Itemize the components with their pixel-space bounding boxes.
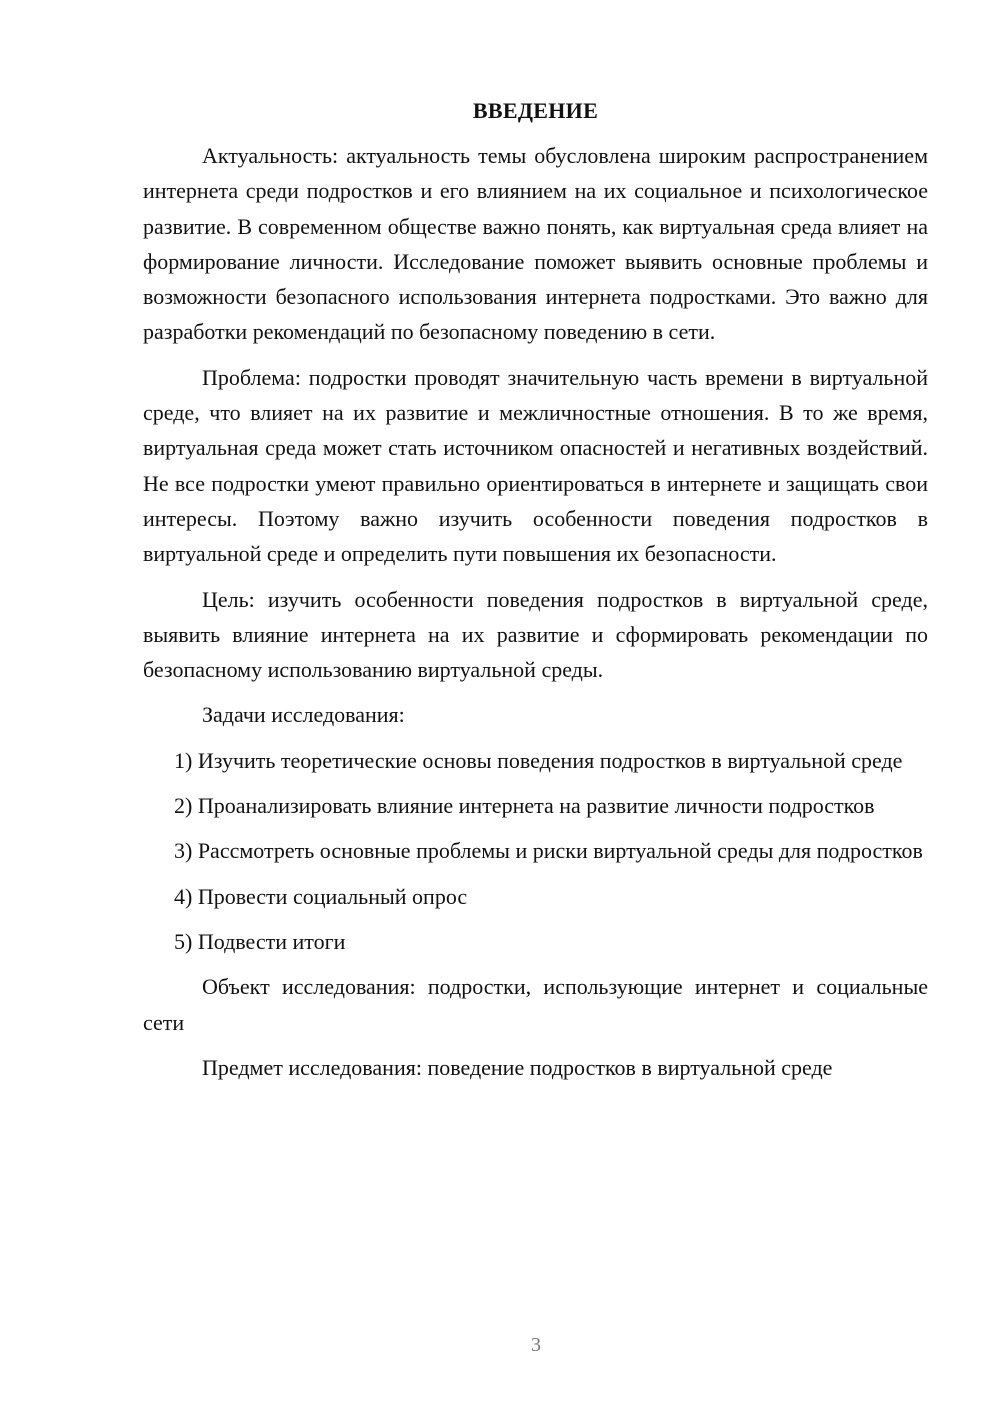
tasks-list	[143, 743, 928, 959]
object-paragraph: Объект исследования: подростки, использующие интернет и социальные сети	[143, 974, 928, 1035]
tasks-heading: Задачи исследования:	[202, 702, 405, 728]
goal-paragraph: Цель: изучить особенности поведения подростков в виртуальной среде, выявить влияние интернета на их развитие и сформировать рекомендации по безопасному использованию виртуальной среды.	[143, 586, 928, 683]
problem-paragraph: Проблема: подростки проводят значительную часть времени в виртуальной среде, что влияет на их развитие и межличностные отношения. В то же время, виртуальная среда может стать источником опасностей и негативных воздействий. Не все подростки умеют правильно ориентироваться в интернете и защищать свои интересы. Поэтому важно изучить особенности поведения подростков в виртуальной среде и определить пути повышения их безопасности.	[143, 364, 928, 567]
list-item: 3) Рассмотреть основные проблемы и риски виртуальной среды для подростков	[174, 838, 923, 864]
page-title: ВВЕДЕНИЕ	[472, 98, 599, 123]
subject-paragraph: Предмет исследования: поведение подростков в виртуальной среде	[202, 1054, 833, 1080]
page-content	[143, 96, 928, 1095]
list-item: 2) Проанализировать влияние интернета на развитие личности подростков	[174, 793, 875, 819]
relevance-paragraph: Актуальность: актуальность темы обусловлена широким распространением интернета среди подростков и его влиянием на их социальное и психологическое развитие. В современном обществе важно понять, как виртуальная среда влияет на формирование личности. Исследование поможет выявить основные проблемы и возможности безопасного использования интернета подростками. Это важно для разработки рекомендаций по безопасному поведению в сети.	[143, 143, 928, 345]
list-item: 5) Подвести итоги	[174, 928, 346, 954]
list-item: 4) Провести социальный опрос	[174, 883, 468, 909]
page-number: 3	[531, 1334, 541, 1356]
list-item: 1) Изучить теоретические основы поведения подростков в виртуальной среде	[174, 747, 903, 773]
